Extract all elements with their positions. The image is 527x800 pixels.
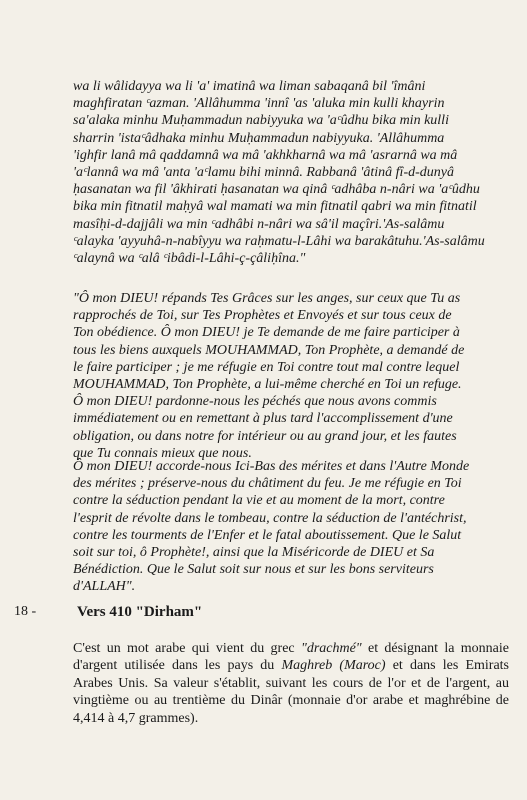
definition-text-2: et désignant la monnaie d'argent utilisée dans les pays du — [73, 641, 509, 674]
transliteration-text: wa li wâlidayya wa li 'a' imatinâ wa liman sabaqanâ bil 'îmâni maghfiratan ᶜazman. 'Allâhumma 'innî 'as 'aluka min kulli khayrin sa'alaka minhu Muḥammadun nabiyyuka wa 'aᶜûdhu bika min kulli sharrin 'istaᶜâdhaka minhu Muḥammadun nabiyyuka. 'Allâhumma 'ighfir lanâ mâ qaddamnâ wa mâ 'akhkharnâ wa mâ 'asrarnâ wa mâ 'aᶜlannâ wa mâ 'anta 'aᶜlamu bihi minnâ. Rabbanâ 'âtinâ fî-d-dunyâ ḥasanatan wa fil 'âkhirati ḥasanatan wa qinâ ᶜadhâba n-nâri wa 'aᶜûdhu bika min fitnatil maḥyâ wal mamati wa min fitnatil qabri wa min fitnatil masîḥi-d-dajjâli wa min ᶜadhâbi n-nâri wa sâ'il maçîri.'As-salâmu ᶜalayka 'ayyuhâ-n-nabîyyu wa raḥmatu-l-Lâhi wa barakâtuhu.'As-salâmu ᶜalaynâ wa ᶜalâ ᶜibâdi-l-Lâhi-ç-çâliḥîna." — [73, 79, 485, 267]
definition-term-drachme: "drachmé" — [300, 641, 362, 656]
definition-term-maghreb: Maghreb (Maroc) — [281, 658, 386, 674]
note-definition — [73, 640, 509, 727]
french-translation-text-2: Ô mon DIEU! accorde-nous Ici-Bas des mérites et dans l'Autre Monde des mérites ; préserve-nous du châtiment du feu. Je me réfugie en Toi contre la séduction pendant la vie et au moment de la mort, contre l'esprit de révolte dans le tombeau, contre la séduction de l'antéchrist, contre les tourments de l'Enfer et le fatal aboutissement. Que le Salut soit sur toi, ô Prophète!, ainsi que la Miséricorde de DIEU et Sa Bénédiction. Que le Salut soit sur nous et sur les bons serviteurs d'ALLAH". — [73, 459, 470, 595]
french-translation-paragraph-2 — [73, 458, 509, 596]
definition-text-1: C'est un mot arabe qui vient du grec — [73, 641, 301, 656]
note-title: Vers 410 "Dirham" — [77, 604, 203, 620]
french-translation-text-1: "Ô mon DIEU! répands Tes Grâces sur les anges, sur ceux que Tu as rapprochés de Toi, sur Tes Prophètes et Envoyés et sur tous ceux de Ton obédience. Ô mon DIEU! je Te demande de me faire participer à tous les biens auxquels MOUHAMMAD, Ton Prophète, a demandé de le faire participer ; je me réfugie en Toi contre tout mal contre lequel MOUHAMMAD, Ton Prophète, a lui-même cherché en Toi un refuge. Ô mon DIEU! pardonne-nous les péchés que nous avons commis immédiatement ou en remettant à plus tard l'accomplissement d'une obligation, ou dans notre for intérieur ou au grand jour, et les fautes que Tu connais mieux que nous. — [73, 291, 465, 461]
note-number: 18 - — [14, 604, 37, 619]
definition-text-3: et dans les Emirats Arabes Unis. Sa valeur s'établit, suivant les cours de l'or et de l'argent, au vingtième ou au trentième du Dinâr (monnaie d'or arabe et maghrébine de 4,414 à 4,7 grammes). — [73, 658, 510, 726]
transliteration-block — [73, 78, 509, 267]
french-translation-paragraph-1 — [73, 290, 509, 462]
